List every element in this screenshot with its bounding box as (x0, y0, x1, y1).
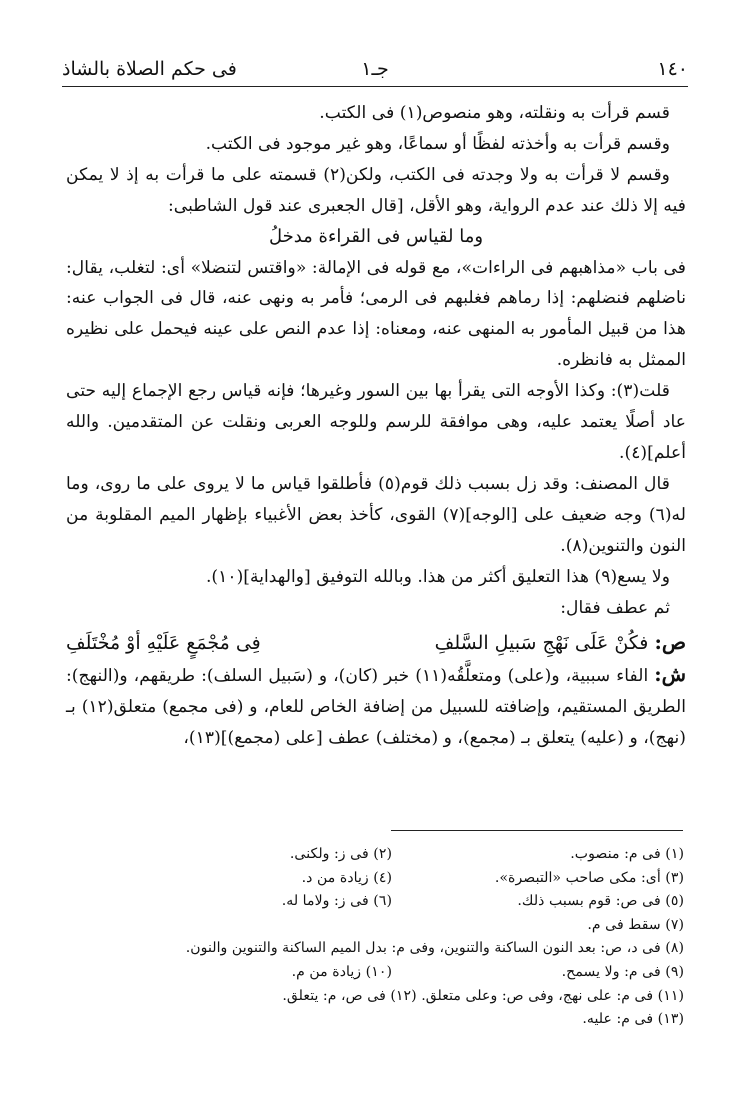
paragraph: ثم عطف فقال: (560, 597, 670, 618)
footnote-divider (391, 830, 683, 831)
footnote: (٥) فى ص: قوم بسبب ذلك. (517, 893, 684, 910)
paragraph: قلت(٣): وكذا الأوجه التى يقرأ بها بين السور وغيرها؛ فإنه قياس رجع الإجماع إليه حتى عاد أصلًا يعتمد عليه، وهى موافقة للرسم وللوجه العربى ونقلت عن المتقدمين. والله أعلم](٤). (66, 381, 686, 463)
running-title: فى حكم الصلاة بالشاذ (62, 58, 237, 80)
verse-hemistich-2: فِى مُجْمَعٍ عَلَيْهِ أوْ مُخْتَلَفِ (66, 632, 261, 655)
footnote: (٢) فى ز: ولكنى. (289, 846, 392, 862)
paragraph: فى باب «مذاهبهم فى الراءات»، مع قوله فى الإمالة: «واقتس لتنضلا» أى: لتغلب، يقال: ناضلهم فنضلهم: إذا رماهم فغلبهم فى الرمى؛ فأمر به ونهى عنه، قال فى الجواب عنه: هذا من قبيل المأمور به المنهى عنه، ومعناه: إذا عدم النص على عينه فيحمل على نظيره الممثل به فانظره. (66, 257, 686, 371)
footnote: (٩) فى م: ولا يسمح. (561, 963, 684, 980)
page-number: ١٤٠ (657, 58, 688, 80)
paragraph: وقسم قرأت به وأخذته لفظًا أو سماعًا، وهو غير موجود فى الكتب. (205, 133, 670, 154)
page-header (62, 56, 688, 86)
footnote: (١٠) زيادة من م. (291, 963, 392, 980)
commentary-text: الفاء سببية، و(على) ومتعلَّقُه(١١) خبر (كان)، و (سَبيل السلف): طريقهم، و(النهج): الطريق المستقيم، وإضافته للسبيل من إضافة الخاص للعام، و (فى مجمع) متعلق(١٢) بـ (نهج)، و (عليه) يتعلق بـ (مجمع)، و (مختلف) عطف [على (مجمع)](١٣)، (66, 666, 686, 749)
footnote: (٦) فى ز: ولاما له. (281, 893, 392, 910)
footnotes (80, 843, 684, 1032)
footnote: (٧) سقط فى م. (587, 916, 684, 933)
paragraph: قسم قرأت به ونقلته، وهو منصوص(١) فى الكتب. (319, 103, 670, 123)
footnote: (١١) فى م: على نهج، وفى ص: وعلى متعلق. (١٢) فى ص، م: يتعلق. (282, 987, 684, 1004)
footnote: (٨) فى د، ص: بعد النون الساكنة والتنوين، وفى م: بدل الميم الساكنة والتنوين والنون. (185, 940, 684, 957)
quoted-verse: وما لقياس فى القراءة مدخلُ (268, 225, 484, 247)
commentary (66, 659, 686, 754)
footnote: (٣) أى: مكى صاحب «التبصرة». (494, 869, 684, 886)
poem-verse (66, 627, 686, 659)
paragraph: وقسم لا قرأت به ولا وجدته فى الكتب، ولكن(٢) قسمته على ما قرأت به إذ لا يمكن فيه إلا ذلك عند عدم الرواية، وهو الأقل، [قال الجعبرى عند قول الشاطبى: (66, 164, 686, 216)
footnote: (١٣) فى م: عليه. (582, 1011, 684, 1028)
verse-marker: ص: (654, 630, 686, 655)
footnote: (٤) زيادة من د. (301, 869, 392, 886)
paragraph: قال المصنف: وقد زل بسبب ذلك قوم(٥) فأطلقوا قياس ما لا يروى على ما روى، وما له(٦) وجه ضعيف على [الوجه](٧) القوى، كأخذ بعض الأغبياء بإظهار الميم المقلوبة من النون والتنوين(٨). (66, 473, 686, 556)
volume-label: جـ١ (361, 58, 389, 80)
commentary-marker: ش: (654, 662, 686, 687)
verse-hemistich-1: فكُنْ عَلَى نَهْجِ سَبيلِ السَّلفِ (434, 632, 649, 655)
main-text (66, 98, 686, 754)
header-rule (62, 86, 688, 87)
paragraph: ولا يسع(٩) هذا التعليق أكثر من هذا. وبالله التوفيق [والهداية](١٠). (205, 566, 670, 587)
footnote: (١) فى م: منصوب. (570, 846, 684, 862)
